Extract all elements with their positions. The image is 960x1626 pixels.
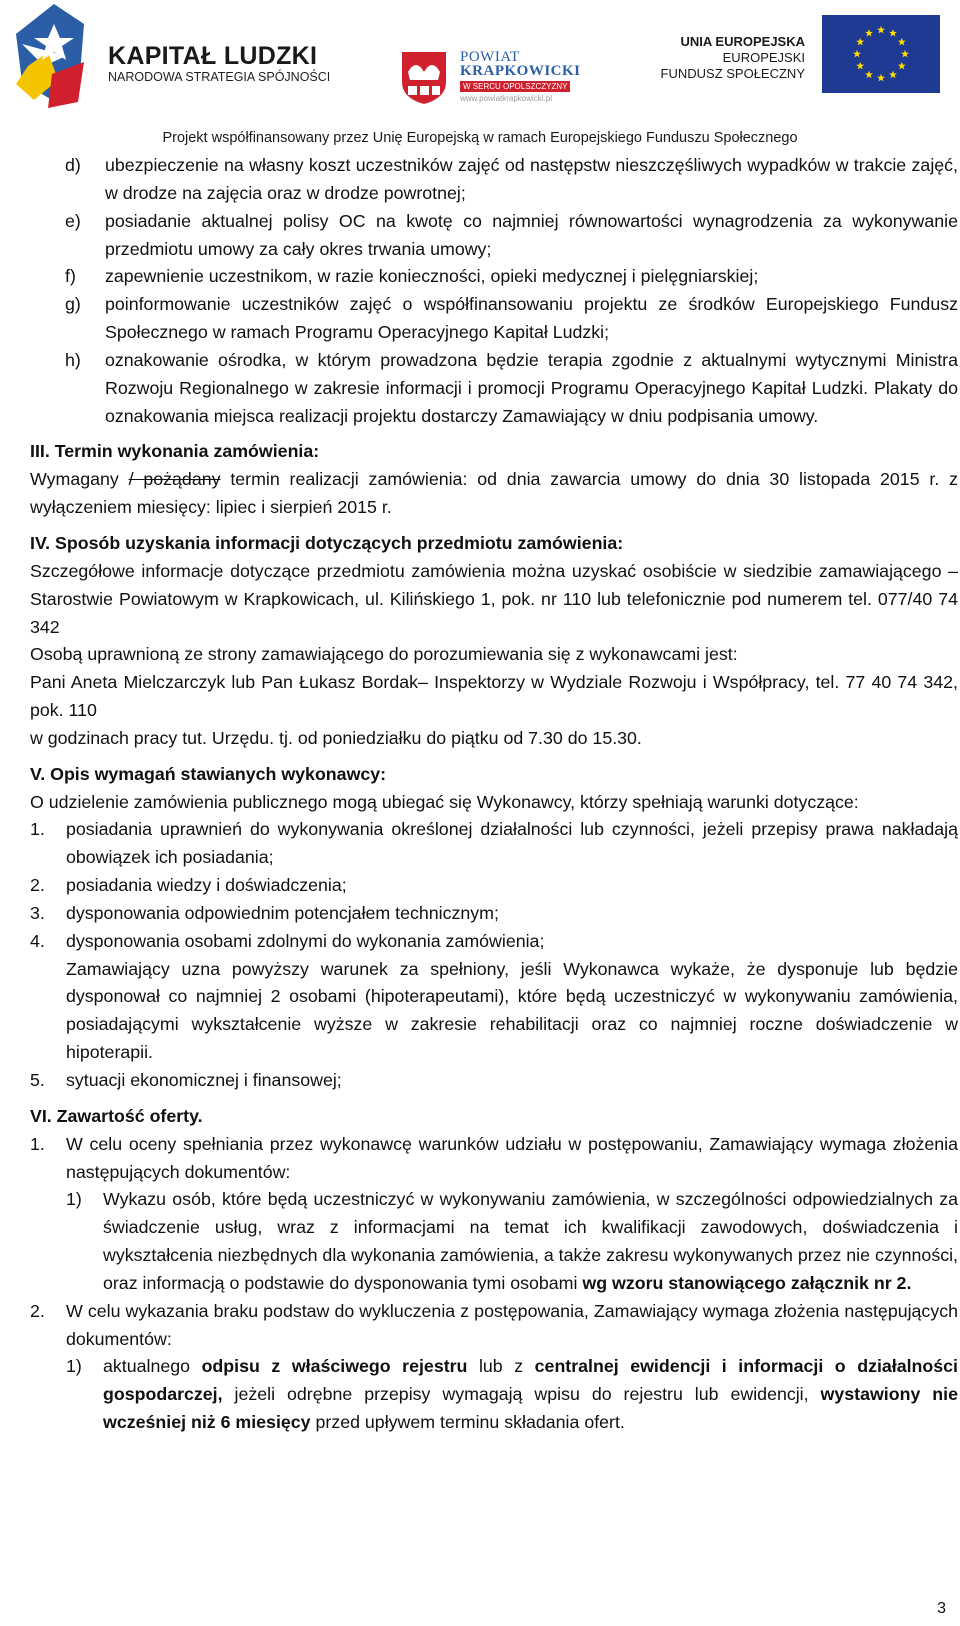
section-3-text: Wymagany / pożądany termin realizacji zamówienia: od dnia zawarcia umowy do dnia 30 listopada 2015 r. z wyłączeniem miesięcy: lipiec i sierpień 2015 r. bbox=[30, 469, 959, 518]
section-4-paragraph: w godzinach pracy tut. Urzędu. tj. od poniedziałku do piątku od 7.30 do 15.30. bbox=[30, 727, 642, 748]
page-header bbox=[0, 0, 960, 150]
list-item: 2. posiadania wiedzy i doświadczenia; bbox=[30, 875, 347, 896]
list-item: 1. posiadania uprawnień do wykonywania określonej działalności lub czynności, jeżeli przepisy prawa nakładają obowiązek ich posiadania; bbox=[30, 819, 958, 868]
sub-list-item: 1) Wykazu osób, które będą uczestniczyć w wykonywaniu zamówienia, w szczególności odpowiedzialnych za świadczenie usług, wraz z informacjami na temat ich kwalifikacji zawodowych, doświadczenia i wykształcenia niezbędnych dla wykonania zamówienia, a także zakresu wykonywanych przez nie czynności, oraz informacją o podstawie do dysponowania tymi osobami wg wzoru stanowiącego załącznik nr 2. bbox=[66, 1189, 958, 1293]
project-cofinance-line: Projekt współfinansowany przez Unię Europejską w ramach Europejskiego Funduszu Społecznego bbox=[162, 130, 798, 146]
eu-fund-line1: EUROPEJSKI bbox=[722, 50, 805, 65]
sub-list-item: 1) aktualnego odpisu z właściwego rejestru lub z centralnej ewidencji i informacji o działalności gospodarczej, jeżeli odrębne przepisy wymagają wpisu do rejestru lub ewidencji, wystawiony nie wcześniej niż 6 miesięcy przed upływem terminu składania ofert. bbox=[66, 1356, 959, 1433]
section-6-heading: VI. Zawartość oferty. bbox=[30, 1105, 203, 1126]
eu-flag-icon bbox=[822, 15, 940, 93]
list-item: 2. W celu wykazania braku podstaw do wykluczenia z postępowania, Zamawiający wymaga złożenia następujących dokumentów: bbox=[30, 1300, 958, 1349]
page-number: 3 bbox=[937, 1600, 946, 1617]
powiat-tagline: W SERCU OPOLSZCZYZNY bbox=[460, 81, 570, 92]
powiat-name-line2: KRAPKOWICKI bbox=[460, 63, 581, 79]
list-item: 3. dysponowania odpowiednim potencjałem technicznym; bbox=[30, 902, 499, 923]
powiat-krapkowicki-crest bbox=[398, 48, 450, 106]
list-item: h) oznakowanie ośrodka, w którym prowadzona będzie terapia zgodnie z aktualnymi wytycznymi Ministra Rozwoju Regionalnego w zakresie informacji i promocji Programu Operacyjnego Kapitał Ludzki. Plakaty do oznakowania miejsca realizacji projektu dostarczy Zamawiający w dniu podpisania umowy. bbox=[65, 349, 958, 426]
powiat-url: www.powiatkrapkowicki.pl bbox=[460, 94, 553, 103]
kapital-ludzki-title: KAPITAŁ LUDZKI bbox=[108, 42, 318, 70]
section-3-heading: III. Termin wykonania zamówienia: bbox=[30, 441, 320, 462]
kapital-ludzki-subtitle: NARODOWA STRATEGIA SPÓJNOŚCI bbox=[108, 70, 331, 84]
kapital-ludzki-logo bbox=[14, 4, 94, 112]
list-item: e) posiadanie aktualnej polisy OC na kwotę co najmniej równowartości wynagrodzenia za wykonywanie przedmiotu umowy za cały okres trwania umowy; bbox=[65, 210, 958, 259]
powiat-name-line1: POWIAT bbox=[460, 49, 520, 65]
requirements-list-top bbox=[30, 152, 958, 430]
eu-fund-line2: FUNDUSZ SPOŁECZNY bbox=[660, 66, 805, 81]
list-item: g) poinformowanie uczestników zajęć o współfinansowaniu projektu ze środków Europejskiego Fundusz Społecznego w ramach Programu Operacyjnego Kapitał Ludzki; bbox=[65, 294, 958, 343]
document-body bbox=[30, 152, 958, 1437]
list-item: 4. dysponowania osobami zdolnymi do wykonania zamówienia; Zamawiający uzna powyższy warunek za spełniony, jeśli Wykonawca wykaże, że dysponuje lub będzie dysponował co najmniej 2 osobami (hipoterapeutami), które będą uczestniczyć w wykonywaniu zamówienia, posiadającymi wykształcenie wyższe w zakresie rehabilitacji oraz co najmniej roczne doświadczenie w hipoterapii. bbox=[30, 930, 958, 1063]
section-4-paragraph: Osobą uprawnioną ze strony zamawiającego do porozumiewania się z wykonawcami jest: bbox=[30, 644, 738, 665]
list-item: 5. sytuacji ekonomicznej i finansowej; bbox=[30, 1070, 342, 1090]
item-4-detail: Zamawiający uzna powyższy warunek za spełniony, jeśli Wykonawca wykaże, że dysponuje lub będzie dysponował co najmniej 2 osobami (hipoterapeutami), które będą uczestniczyć w wykonywaniu zamówienia, posiadającymi wykształcenie wyższe w zakresie rehabilitacji oraz co najmniej roczne doświadczenie w hipoterapii. bbox=[66, 958, 958, 1063]
list-item: 1. W celu oceny spełniania przez wykonawcę warunków udziału w postępowaniu, Zamawiający wymaga złożenia następujących dokumentów: bbox=[30, 1133, 958, 1182]
section-4-paragraph: Szczegółowe informacje dotyczące przedmiotu zamówienia można uzyskać osobiście w siedzibie zamawiającego – Starostwie Powiatowym w Krapkowicach, ul. Kilińskiego 1, pok. nr 110 lub telefonicznie pod numerem tel. 077/40 74 342 bbox=[30, 560, 958, 637]
section-5-heading: V. Opis wymagań stawianych wykonawcy: bbox=[30, 763, 387, 784]
eu-title: UNIA EUROPEJSKA bbox=[680, 34, 805, 49]
section-5-intro: O udzielenie zamówienia publicznego mogą ubiegać się Wykonawcy, którzy spełniają warunki dotyczące: bbox=[30, 791, 859, 812]
section-4-paragraph: Pani Aneta Mielczarczyk lub Pan Łukasz Bordak– Inspektorzy w Wydziale Rozwoju i Współpracy, tel. 77 40 74 342, pok. 110 bbox=[30, 672, 958, 721]
section-4-heading: IV. Sposób uzyskania informacji dotyczących przedmiotu zamówienia: bbox=[30, 532, 624, 553]
list-item: f) zapewnienie uczestnikom, w razie konieczności, opieki medycznej i pielęgniarskiej; bbox=[65, 266, 759, 287]
list-item: d) ubezpieczenie na własny koszt uczestników zajęć od następstw nieszczęśliwych wypadków w trakcie zajęć, w drodze na zajęcia oraz w drodze powrotnej; bbox=[65, 155, 958, 203]
